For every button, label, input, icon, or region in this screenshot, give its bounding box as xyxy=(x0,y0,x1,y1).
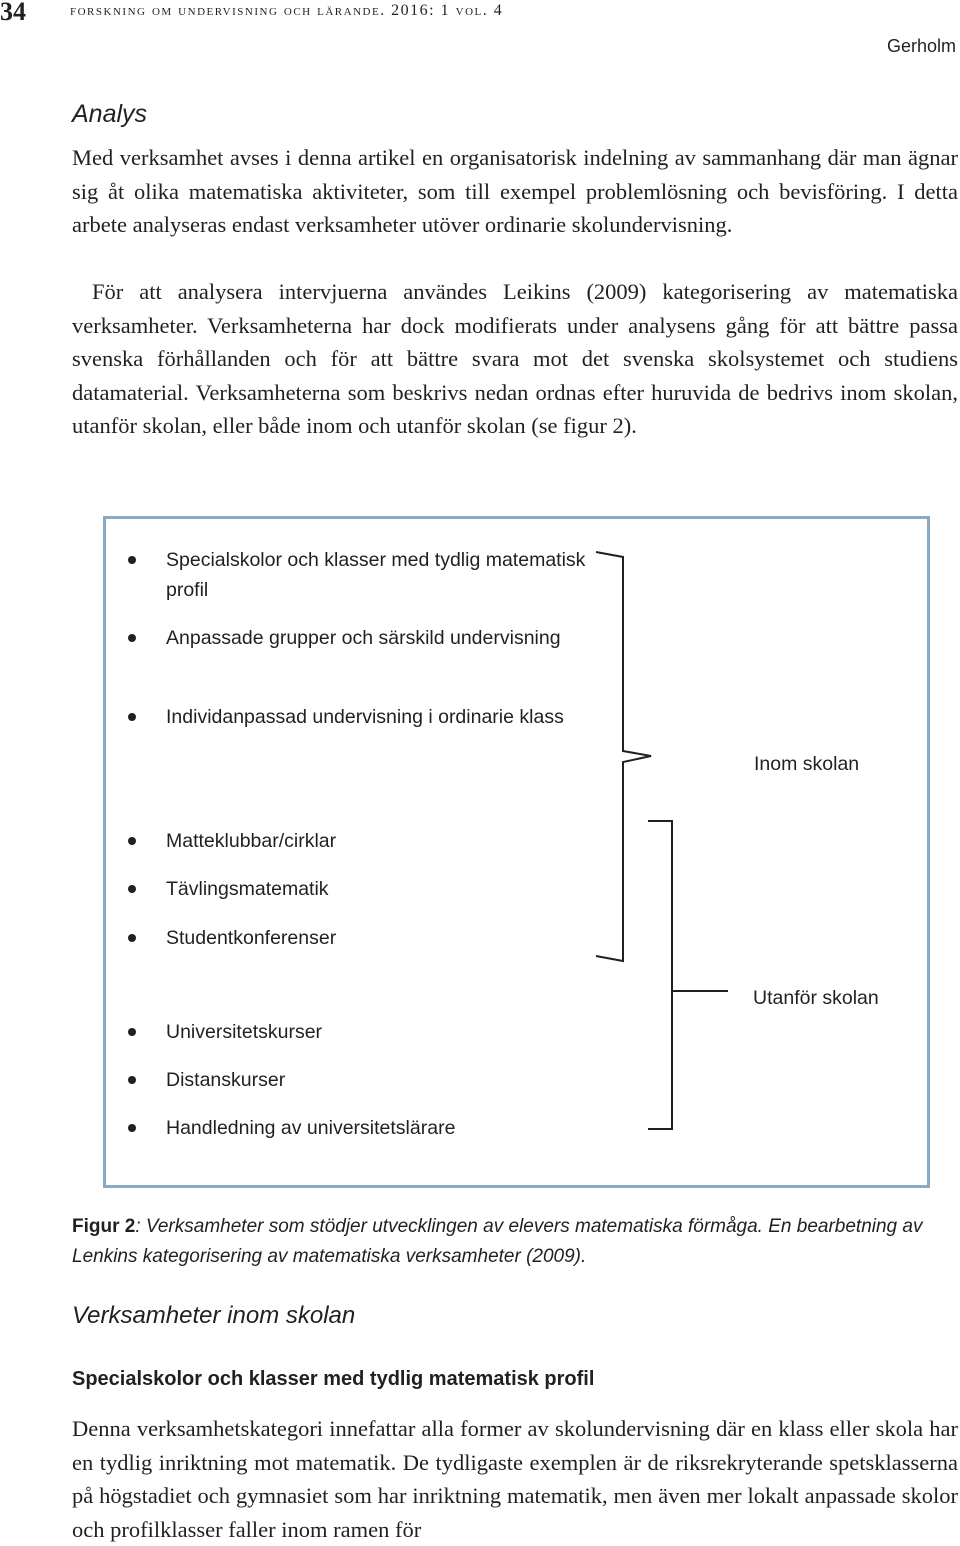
figure-item: Universitetskurser xyxy=(166,1017,586,1047)
heading-specialskolor: Specialskolor och klasser med tydlig matematisk profil xyxy=(72,1368,595,1390)
paragraph-analys-1: Med verksamhet avses i denna artikel en organisatorisk indelning av sammanhang där man ägnar sig åt olika matematiska aktiviteter, som till exempel problemlösning och bevisföring. I detta arbete analyseras endast verksamheter utöver ordinarie skolundervisning. xyxy=(72,145,958,238)
running-head: forskning om undervisning och lärande. 2016: 1 vol. 4 xyxy=(70,2,504,19)
figure-caption xyxy=(72,1212,958,1272)
bullet-icon xyxy=(128,1124,136,1132)
figure-item: Anpassade grupper och särskild undervisning xyxy=(166,623,586,653)
heading-analys: Analys xyxy=(72,100,148,128)
figure-item: Specialskolor och klasser med tydlig matematisk profil xyxy=(166,545,586,605)
figure-item: Matteklubbar/cirklar xyxy=(166,826,586,856)
figure-2 xyxy=(103,516,930,1188)
author-name: Gerholm xyxy=(886,36,956,56)
label-inom-skolan: Inom skolan xyxy=(754,753,860,775)
figure-item: Distanskurser xyxy=(166,1065,586,1095)
paragraph-specialskolor: Denna verksamhetskategori innefattar alla former av skolundervisning där en klass eller skola har en tydlig inriktning mot matematik. De tydligaste exemplen är de riksrekryterande spetsklasserna på högstadiet och gymnasiet som har inriktning matematik, men även mer lokalt anpassade skolor och profilklasser faller inom ramen för xyxy=(72,1416,958,1542)
figure-item: Tävlingsmatematik xyxy=(166,874,586,904)
figure-item: Individanpassad undervisning i ordinarie klass xyxy=(166,702,586,732)
bullet-icon xyxy=(128,713,136,721)
bullet-icon xyxy=(128,634,136,642)
label-utanfor-skolan: Utanför skolan xyxy=(753,987,879,1009)
caption-text: : Verksamheter som stödjer utvecklingen av elevers matematiska förmåga. En bearbetning av Lenkins kategorisering av matematiska verksamheter (2009). xyxy=(72,1216,923,1267)
bullet-icon xyxy=(128,1028,136,1036)
heading-verksamheter-inom-skolan: Verksamheter inom skolan xyxy=(72,1302,356,1329)
bullet-icon xyxy=(128,885,136,893)
bullet-icon xyxy=(128,1076,136,1084)
bullet-icon xyxy=(128,837,136,845)
bullet-icon xyxy=(128,556,136,564)
bullet-icon xyxy=(128,934,136,942)
figure-item: Handledning av universitetslärare xyxy=(166,1113,586,1143)
page-number: 34 xyxy=(0,0,26,26)
caption-label: Figur 2 xyxy=(72,1216,136,1237)
figure-item: Studentkonferenser xyxy=(166,923,586,953)
paragraph-analys-2: För att analysera intervjuerna användes Leikins (2009) kategorisering av matematiska verksamheter. Verksamheterna har dock modifierats under analysens gång för att bättre passa svenska förhållanden och för att bättre svara mot det svenska skolsystemet och studiens datamaterial. Verksamheterna som beskrivs nedan ordnas efter huruvida de bedrivs inom skolan, utanför skolan, eller både inom och utanför skolan (se figur 2). xyxy=(72,279,958,439)
